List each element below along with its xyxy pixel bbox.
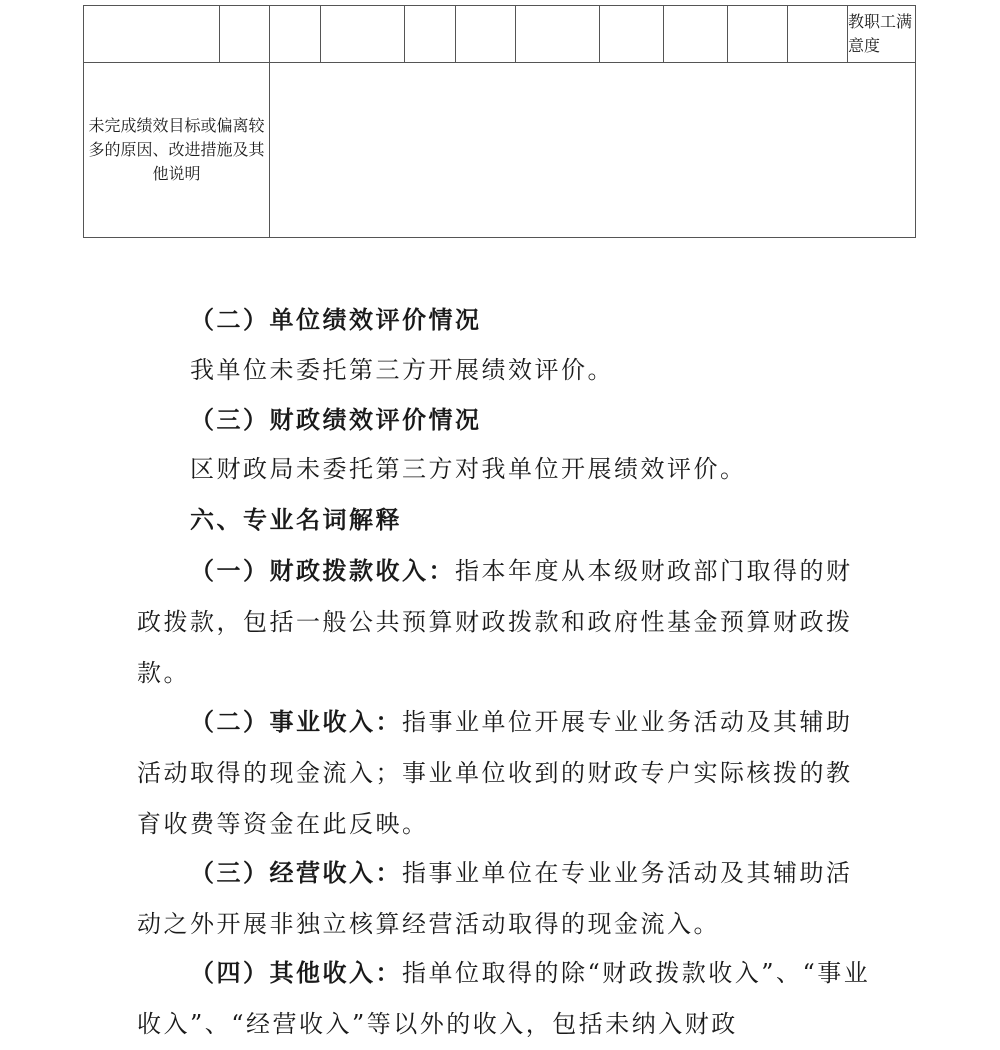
term-text: 指事业单位在专业业务活动及其辅助活动之外开展非独立核算经营活动取得的现金流入。 [137, 859, 853, 938]
table-cell [600, 6, 664, 63]
teacher-satisfaction-header: 教职工满意度 [848, 6, 916, 63]
table-row [84, 63, 916, 238]
term-label: （四）其他收入： [190, 958, 402, 987]
table-cell [405, 6, 456, 63]
glossary-heading: 六、专业名词解释 [190, 505, 402, 534]
glossary-item [137, 847, 877, 950]
glossary-item [137, 545, 877, 699]
glossary-item [137, 696, 877, 850]
table-cell [788, 6, 848, 63]
table-cell [664, 6, 728, 63]
finance-eval-text: 区财政局未委托第三方对我单位开展绩效评价。 [190, 455, 747, 483]
term-text: 指事业单位开展专业业务活动及其辅助活动取得的现金流入；事业单位收到的财政专户实际核拨的教育收费等资金在此反映。 [137, 708, 853, 838]
term-text: 指本年度从本级财政部门取得的财政拨款，包括一般公共预算财政拨款和政府性基金预算财政拨款。 [137, 557, 853, 687]
performance-table [83, 5, 916, 238]
table-cell [220, 6, 270, 63]
table-cell [728, 6, 788, 63]
table-cell [84, 6, 220, 63]
table-cell [270, 6, 321, 63]
unit-eval-text: 我单位未委托第三方开展绩效评价。 [190, 356, 614, 384]
table-cell [321, 6, 405, 63]
table-cell [456, 6, 516, 63]
reason-value-cell [270, 63, 916, 238]
term-label: （二）事业收入： [190, 707, 402, 736]
finance-eval-heading: （三）财政绩效评价情况 [190, 405, 482, 434]
term-text: 指单位取得的除“财政拨款收入”、“事业收入”、“经营收入”等以外的收入，包括未纳入财政 [137, 959, 871, 1038]
term-label: （一）财政拨款收入： [190, 556, 455, 585]
table-row [84, 6, 916, 63]
term-label: （三）经营收入： [190, 858, 402, 887]
glossary-item [137, 947, 877, 1050]
reason-label-cell: 未完成绩效目标或偏离较多的原因、改进措施及其他说明 [84, 63, 270, 238]
table-cell [516, 6, 600, 63]
unit-eval-heading: （二）单位绩效评价情况 [190, 305, 482, 334]
